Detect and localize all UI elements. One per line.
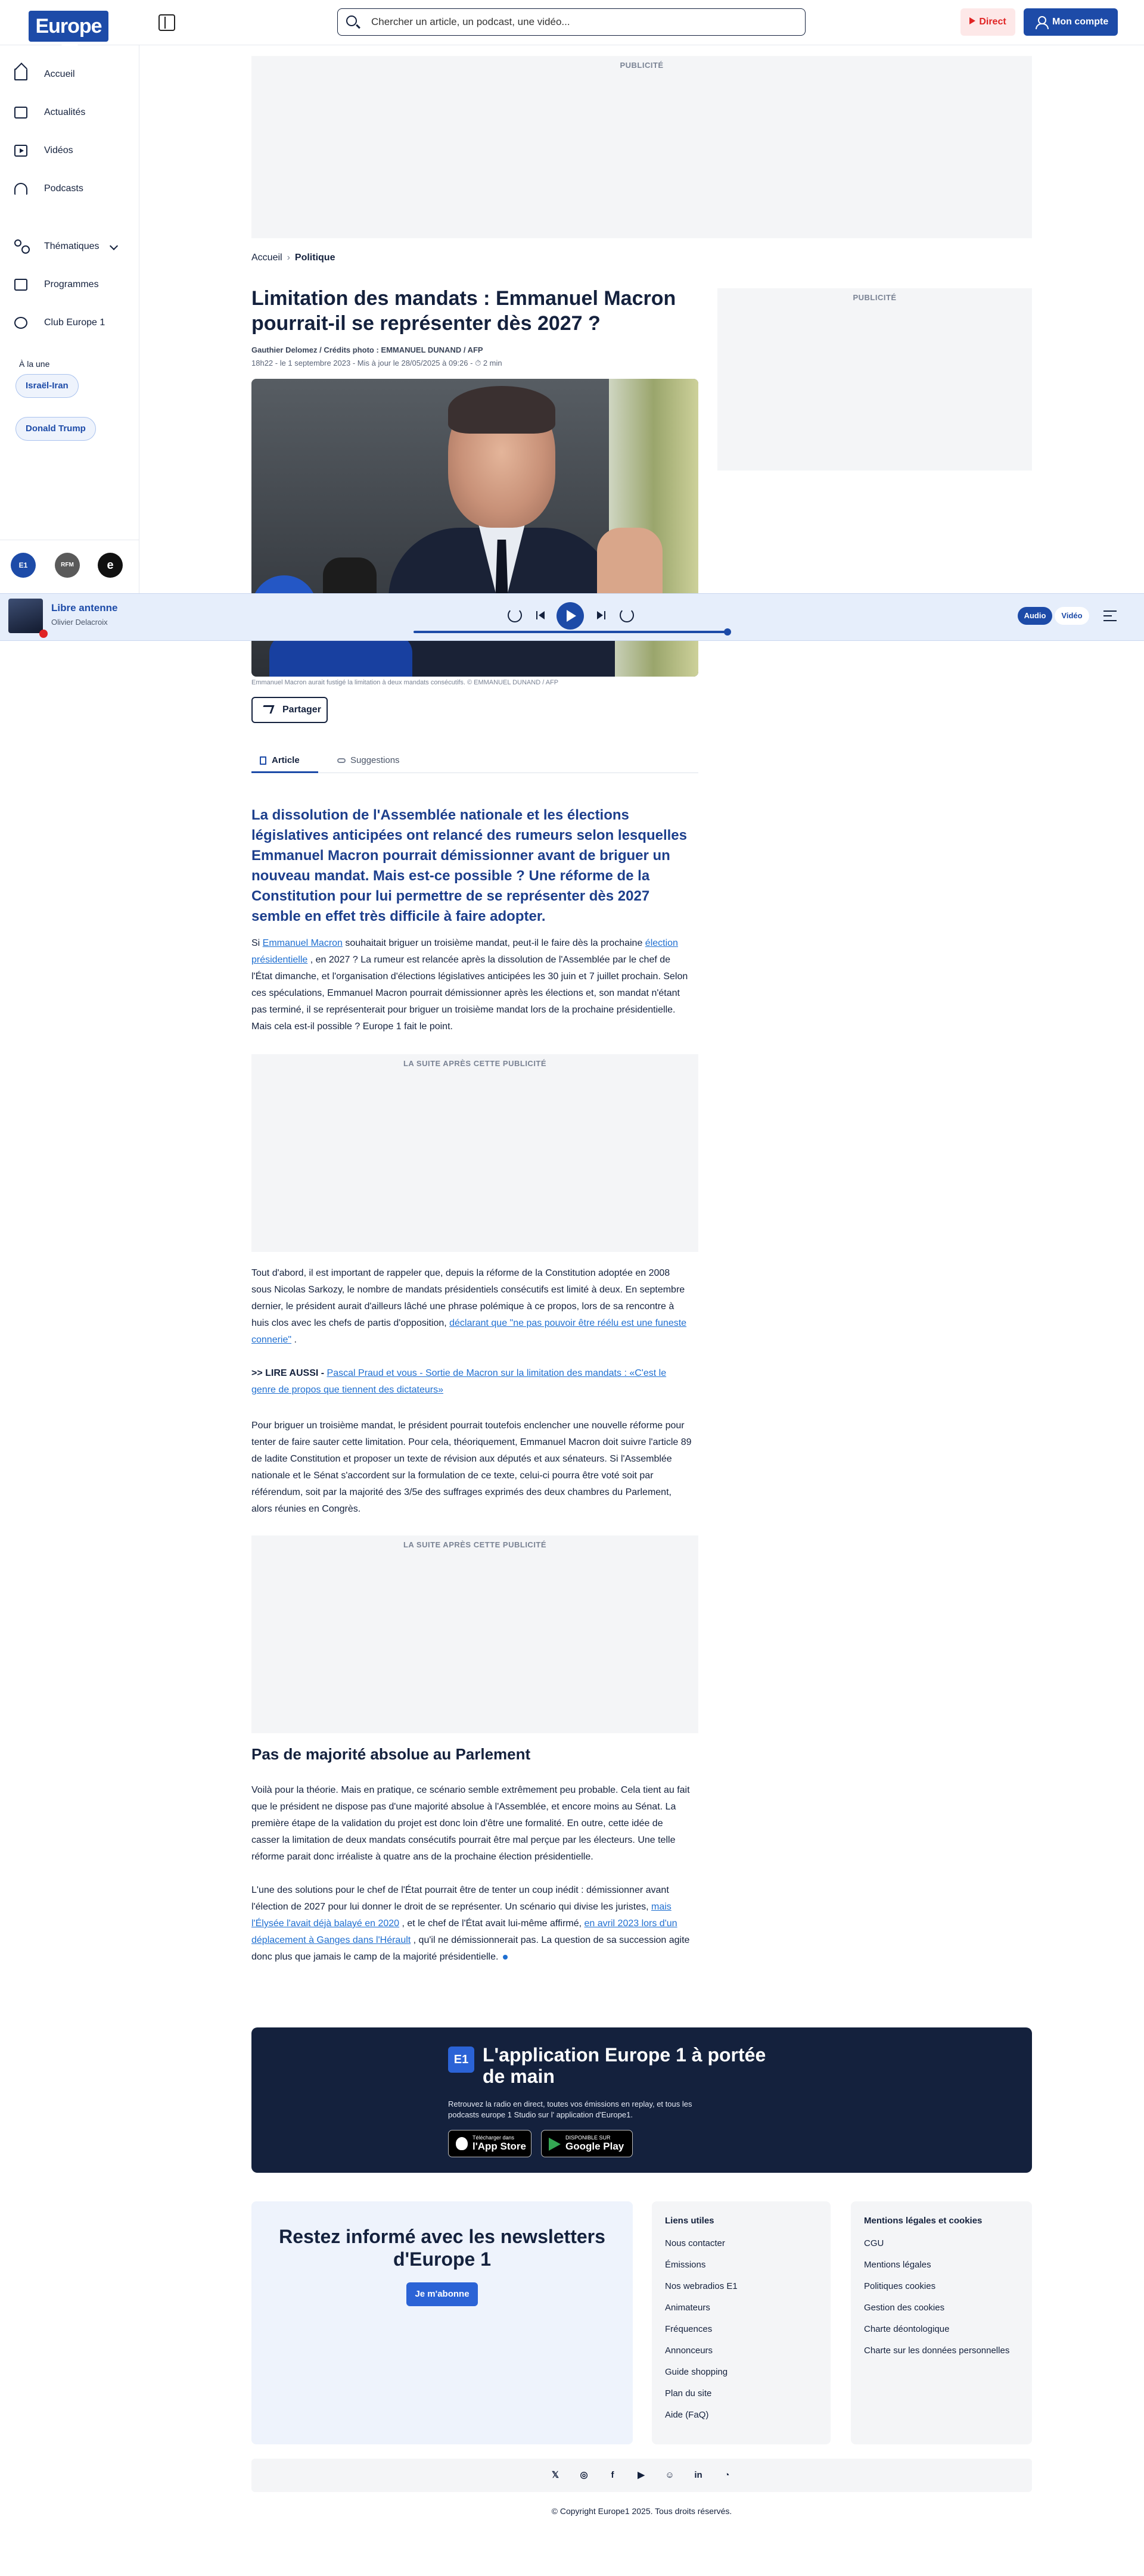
footer-link[interactable]: Charte déontologique — [864, 2324, 950, 2334]
themes-icon — [14, 239, 21, 247]
useful-links-column — [652, 2201, 831, 2444]
app-badge-logo: E1 — [448, 2047, 474, 2073]
footer-link[interactable]: Charte sur les données personnelles — [864, 2346, 1010, 2356]
link-icon — [337, 758, 346, 763]
lire-aussi-label: >> LIRE AUSSI - — [251, 1368, 327, 1378]
player-title[interactable]: Libre antenne — [51, 602, 118, 613]
user-icon — [1036, 16, 1046, 28]
europe1-logo[interactable] — [29, 11, 108, 42]
app-promo-title: L'application Europe 1 à portée de main — [483, 2044, 766, 2087]
search-bar[interactable] — [337, 8, 806, 36]
rewind-icon[interactable] — [508, 608, 522, 622]
player-thumbnail[interactable] — [8, 599, 43, 633]
chip-donald-trump[interactable]: Donald Trump — [15, 417, 96, 441]
sidebar-item-label: Thématiques — [44, 241, 100, 251]
sidebar-item-actualites[interactable] — [0, 101, 139, 124]
copyright — [0, 2506, 1144, 2516]
link-emmanuel-macron[interactable]: Emmanuel Macron — [262, 938, 343, 948]
inline-ad-1 — [251, 1054, 698, 1252]
lire-aussi — [251, 1365, 692, 1398]
player-progress-bar[interactable] — [414, 631, 728, 633]
sidebar-item-label: Actualités — [44, 107, 86, 117]
footer-link[interactable]: Émissions — [665, 2260, 706, 2270]
article-paragraph-2: Tout d'abord, il est important de rappeler que, depuis la réforme de la Constitution adoptée en 2008 sous Nicolas Sarkozy, le nombre de mandats présidentiels consécutifs est limité à deux. En septembre dernier, le président aurait d'ailleurs lâché une phrase polémique à ce propos, lors de sa rencontre à huis clos avec les chefs de partis d'opposition, déclarant que "ne pas pouvoir être réélu est une funeste connerie" . — [251, 1268, 687, 1345]
radio-rfm-logo[interactable]: RFM — [55, 553, 80, 578]
footer-link[interactable]: Mentions légales — [864, 2260, 931, 2270]
queue-icon[interactable] — [1103, 610, 1117, 621]
tab-article[interactable] — [251, 748, 318, 773]
article-byline: Gauthier Delomez / Crédits photo : EMMANUEL DUNAND / AFP — [251, 345, 483, 354]
search-input[interactable] — [371, 9, 788, 35]
sidebar-item-accueil[interactable] — [0, 63, 139, 86]
top-ad — [251, 56, 1032, 238]
footer-link[interactable]: Nos webradios E1 — [665, 2281, 738, 2291]
article-subheading: Pas de majorité absolue au Parlement — [251, 1745, 531, 1763]
facebook-icon[interactable]: f — [611, 2470, 614, 2480]
footer-link[interactable]: Plan du site — [665, 2388, 712, 2399]
sidebar-item-programmes[interactable] — [0, 273, 139, 297]
google-play-button[interactable]: DISPONIBLE SUR Google Play — [541, 2130, 633, 2157]
article-paragraph-3: Pour briguer un troisième mandat, le président pourrait toutefois enclencher une nouvelle réforme pour tenter de faire sauter cette limitation. Pour cela, théoriquement, Emmanuel Macron doit suivre l'article 89 de ladite Constitution et proposer un texte de révision aux députés et aux sénateurs. Si l'Assemblée nationale et le Sénat s'accordent sur la formulation de ce texte, celui-ci pourra être voté soit par référendum, soit par la majorité des 3/5e des suffrages exprimés des deux chambres du Parlement, alors réunies en Congrès. — [251, 1421, 692, 1514]
tab-label: Article — [272, 755, 300, 765]
side-ad — [717, 288, 1032, 471]
link-declaration[interactable]: déclarant que "ne pas pouvoir être réélu est une funeste connerie" — [251, 1318, 687, 1345]
forward-icon[interactable] — [620, 608, 634, 622]
sidebar-item-label: Vidéos — [44, 145, 73, 155]
footer-link[interactable]: Gestion des cookies — [864, 2303, 945, 2313]
footer-link[interactable]: Annonceurs — [665, 2346, 713, 2356]
app-promo-banner — [251, 2027, 1032, 2173]
social-bar — [251, 2459, 1032, 2492]
chevron-down-icon — [110, 242, 118, 250]
account-button[interactable] — [1024, 8, 1118, 36]
ad-label: PUBLICITÉ — [853, 293, 897, 302]
audio-toggle[interactable]: Audio — [1018, 607, 1052, 625]
play-button[interactable] — [557, 602, 584, 630]
youtube-icon[interactable]: ▶ — [638, 2470, 645, 2480]
video-icon — [14, 145, 27, 157]
sidebar-item-videos[interactable] — [0, 139, 139, 163]
search-icon — [346, 15, 357, 26]
footer-link[interactable]: CGU — [864, 2238, 884, 2248]
legal-links-title: Mentions légales et cookies — [864, 2216, 983, 2226]
breadcrumb — [251, 253, 335, 263]
home-icon — [14, 68, 27, 80]
sidebar-item-label: Podcasts — [44, 183, 83, 194]
sidebar-item-label: Accueil — [44, 69, 75, 79]
news-icon — [14, 107, 27, 119]
inline-ad-2 — [251, 1535, 698, 1733]
site-header — [0, 0, 1144, 45]
breadcrumb-separator: › — [287, 253, 290, 263]
sidebar-item-club-europe-1[interactable] — [0, 311, 139, 335]
link-election-presidentielle[interactable]: élection présidentielle — [251, 938, 678, 965]
app-store-button[interactable]: Télécharger dans l'App Store — [448, 2130, 531, 2157]
sidebar — [0, 45, 139, 593]
document-icon — [260, 756, 266, 765]
link-lire-aussi[interactable]: Pascal Praud et vous - Sortie de Macron sur la limitation des mandats : «C'est le genre de propos que tiennent des dictateurs» — [251, 1368, 667, 1395]
club-icon — [14, 317, 27, 329]
copyright-text: © Copyright Europe1 2025. Tous droits réservés. — [551, 2506, 732, 2516]
breadcrumb-home[interactable]: Accueil — [251, 253, 282, 263]
article-title: Limitation des mandats : Emmanuel Macron pourrait-il se représenter dès 2027 ? — [251, 287, 676, 335]
ad-label: LA SUITE APRÈS CETTE PUBLICITÉ — [403, 1540, 547, 1549]
logo-text: Europe — [35, 15, 102, 38]
link-ganges-2023[interactable]: en avril 2023 lors d'un déplacement à Ganges dans l'Hérault — [251, 1918, 677, 1945]
footer-link[interactable]: Aide (FaQ) — [665, 2410, 709, 2420]
play-icon — [969, 17, 975, 24]
sidebar-item-label: Programmes — [44, 279, 99, 289]
next-icon[interactable] — [595, 608, 609, 622]
article-lead: La dissolution de l'Assemblée nationale et les élections législatives anticipées ont relancé des rumeurs selon lesquelles Emmanuel Macron pourrait démissionner avant de briguer un nouveau mandat. Mais est-ce possible ? Une réforme de la Constitution pour lui permettre de se représenter dès 2027 semble en effet très difficile à faire adopter. — [251, 807, 687, 924]
google-play-icon — [549, 2138, 561, 2151]
share-button[interactable] — [251, 697, 328, 723]
audio-player-bar — [0, 593, 1144, 641]
footer-link[interactable]: Politiques cookies — [864, 2281, 936, 2291]
sidebar-item-thematiques[interactable] — [0, 235, 139, 258]
snapchat-icon[interactable]: ☺ — [665, 2470, 674, 2480]
calendar-icon — [14, 279, 27, 291]
linkedin-icon[interactable]: in — [694, 2470, 702, 2480]
instagram-icon[interactable]: ◎ — [580, 2470, 588, 2480]
chip-israel-iran[interactable]: Israël-Iran — [15, 374, 79, 398]
ad-label: LA SUITE APRÈS CETTE PUBLICITÉ — [403, 1059, 547, 1068]
end-marker — [503, 1955, 508, 1960]
direct-label: Direct — [979, 17, 1006, 27]
article-tabs — [251, 748, 698, 773]
direct-button[interactable] — [960, 8, 1015, 36]
breadcrumb-section[interactable]: Politique — [294, 253, 335, 263]
a-la-une-heading: À la une — [19, 359, 50, 369]
useful-links-title: Liens utiles — [665, 2216, 714, 2226]
share-label: Partager — [282, 705, 321, 715]
share-icon — [260, 705, 274, 714]
rss-icon[interactable]: ◔ — [724, 2470, 730, 2480]
video-toggle[interactable]: Vidéo — [1055, 607, 1089, 625]
x-icon[interactable]: 𝕏 — [551, 2470, 559, 2480]
newsletter-box — [251, 2201, 633, 2444]
apple-icon — [456, 2137, 468, 2150]
link-elysee-2020[interactable]: mais l'Élysée l'avait déjà balayé en 2020 — [251, 1902, 672, 1929]
article-paragraph-1: Si Emmanuel Macron souhaitait briguer un troisième mandat, peut-il le faire dès la prochaine élection présidentielle , en 2027 ? La rumeur est relancée après la dissolution de l'Assemblée par le chef de l'État dimanche, et l'organisation d'élections législatives anticipées les 30 juin et 7 juillet prochain. Selon ces spéculations, Emmanuel Macron pourrait démissionner après les élections et, son mandat n'étant pas terminé, il se représenterait pour briguer un troisième mandat lors de la prochaine présidentielle. Mais cela est-il possible ? Europe 1 fait le point. — [251, 938, 688, 1032]
sidebar-toggle-icon[interactable] — [158, 14, 175, 31]
sidebar-item-podcasts[interactable] — [0, 177, 139, 201]
footer-link[interactable]: Guide shopping — [665, 2367, 728, 2377]
image-caption: Emmanuel Macron aurait fustigé la limitation à deux mandats consécutifs. © EMMANUEL DUNAND / AFP — [251, 679, 559, 686]
article-paragraph-5: L'une des solutions pour le chef de l'État pourrait être de tenter un coup inédit : démissionner avant l'élection de 2027 pour lui donner le droit de se représenter. Un scénario qui divise les juristes, mais l'Élysée l'avait déjà balayé en 2020 , et le chef de l'État avait lui-même affirmé, en avril 2023 lors d'un déplacement à Ganges dans l'Hérault , qu'il ne démissionnerait pas. La question de sa succession agite donc plus que jamais le camp de la majorité présidentielle. — [251, 1885, 690, 1962]
footer-link[interactable]: Animateurs — [665, 2303, 710, 2313]
legal-links-column — [851, 2201, 1032, 2444]
footer-link[interactable]: Fréquences — [665, 2324, 713, 2334]
article-dateline: 18h22 - le 1 septembre 2023 - Mis à jour le 28/05/2025 à 09:26 - ⏱ 2 min — [251, 359, 502, 367]
app-promo-description: Retrouvez la radio en direct, toutes vos émissions en replay, et tous les podcasts europe 1 Studio sur l' application d'Europe1. — [448, 2100, 692, 2119]
player-host: Olivier Delacroix — [51, 618, 108, 627]
tab-suggestions[interactable] — [330, 748, 414, 773]
newsletter-title: Restez informé avec les newsletters d'Europe 1 — [279, 2226, 605, 2270]
tab-label: Suggestions — [350, 755, 400, 765]
sidebar-item-label: Club Europe 1 — [44, 317, 105, 328]
headphones-icon — [14, 183, 27, 195]
subscribe-button[interactable]: Je m'abonne — [406, 2282, 478, 2306]
footer-link[interactable]: Nous contacter — [665, 2238, 725, 2248]
previous-icon[interactable] — [534, 608, 548, 622]
ad-label: PUBLICITÉ — [620, 61, 664, 70]
radio-e1-logo[interactable]: E1 — [11, 553, 36, 578]
article-paragraph-4: Voilà pour la théorie. Mais en pratique, ce scénario semble extrêmement peu probable. Cela tient au fait que le président ne dispose pas d'une majorité absolue à l'Assemblée, et encore moins au Sénat. La première étape de la validation du projet est donc loin d'être une formalité. En outre, cette idée de casser la limitation de deux mandats consécutifs pourrait être mal perçue par les électeurs. Une telle réforme parait donc irréaliste à quatre ans de la prochaine élection présidentielle. — [251, 1785, 690, 1862]
radio-e-logo[interactable]: e — [98, 553, 123, 578]
account-label: Mon compte — [1052, 17, 1109, 27]
